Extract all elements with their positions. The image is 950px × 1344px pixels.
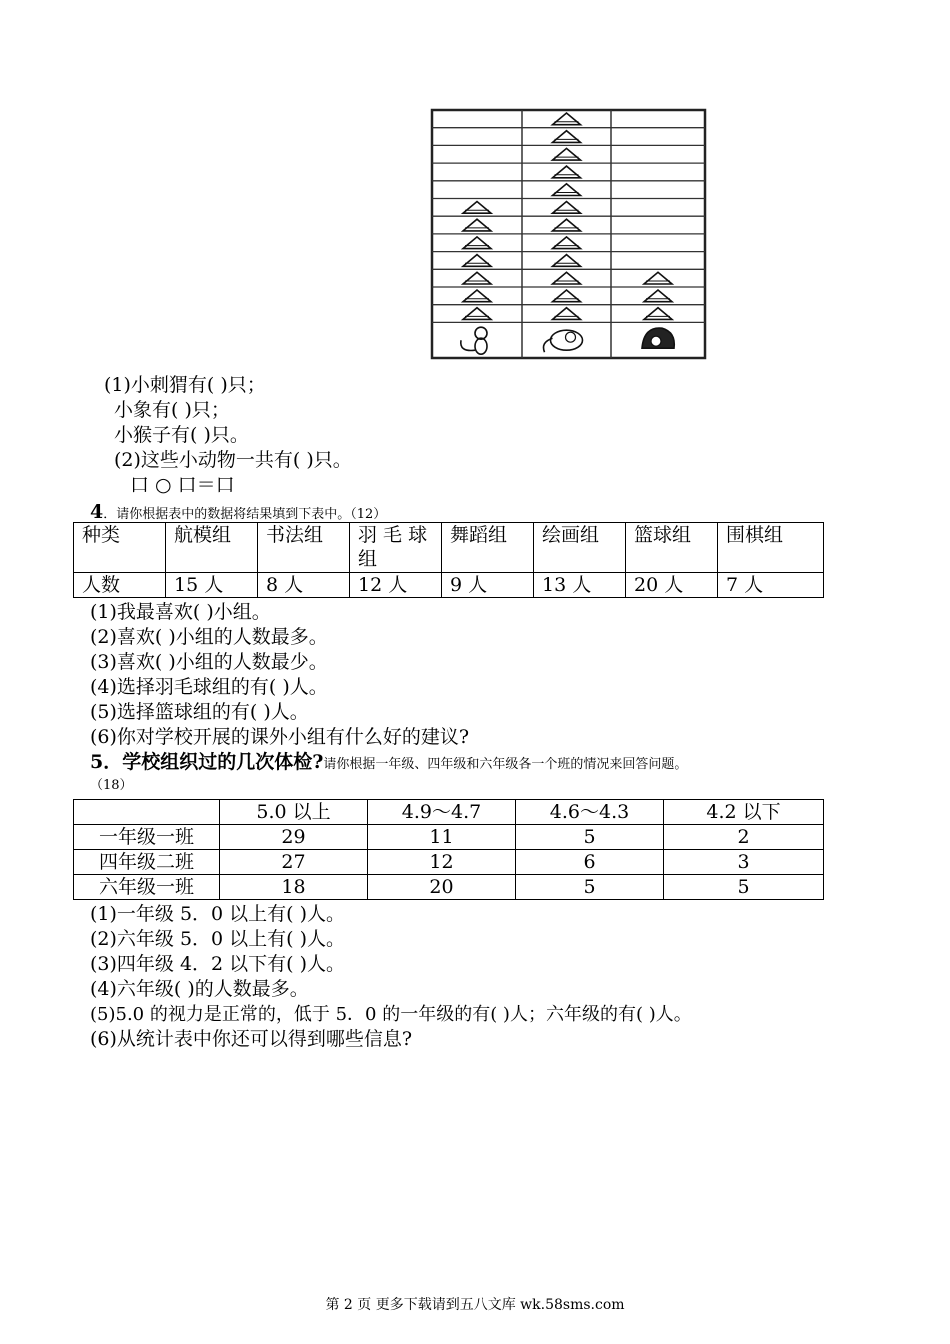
q3-equation: 口 ○ 口＝口 bbox=[130, 474, 235, 496]
q4-question-5: (5)选择篮球组的有( )人。 bbox=[90, 701, 309, 723]
value-cell: 13 人 bbox=[534, 573, 626, 598]
q4-question-4: (4)选择羽毛球组的有( )人。 bbox=[90, 676, 328, 698]
value-cell: 12 bbox=[368, 850, 516, 875]
value-cell: 11 bbox=[368, 825, 516, 850]
category-cell: 舞蹈组 bbox=[442, 523, 534, 573]
triangle-mark bbox=[553, 148, 581, 160]
q5-question-2: (2)六年级 5．0 以上有( )人。 bbox=[90, 928, 346, 950]
value-cell: 20 bbox=[368, 875, 516, 900]
triangle-mark bbox=[553, 131, 581, 143]
q4-question-1: (1)我最喜欢( )小组。 bbox=[90, 601, 271, 623]
value-cell: 18 bbox=[220, 875, 368, 900]
header-cell: 4.2 以下 bbox=[664, 800, 824, 825]
triangle-mark bbox=[463, 219, 491, 231]
table-header-label: 种类 bbox=[74, 523, 166, 573]
header-cell: 5.0 以上 bbox=[220, 800, 368, 825]
header-cell bbox=[74, 800, 220, 825]
triangle-mark bbox=[553, 290, 581, 302]
monkey-tail-icon bbox=[461, 340, 475, 350]
interest-group-table bbox=[73, 522, 824, 598]
triangle-mark bbox=[463, 290, 491, 302]
table-row bbox=[74, 825, 824, 850]
triangle-mark bbox=[463, 272, 491, 284]
q5-question-3: (3)四年级 4．2 以下有( )人。 bbox=[90, 953, 346, 975]
triangle-mark bbox=[644, 308, 672, 320]
category-cell: 书法组 bbox=[258, 523, 350, 573]
value-cell: 7 人 bbox=[718, 573, 824, 598]
triangle-mark bbox=[463, 308, 491, 320]
q5-text: 请你根据一年级、四年级和六年级各一个班的情况来回答问题。 bbox=[323, 757, 688, 772]
q3-line-3: 小猴子有( )只。 bbox=[114, 424, 249, 446]
q3-line-1: (1)小刺猬有( )只； bbox=[104, 374, 266, 396]
q5-question-5: (5)5.0 的视力是正常的，低于 5．0 的一年级的有( )人；六年级的有( )人。 bbox=[90, 1004, 692, 1025]
table-row-label: 人数 bbox=[74, 573, 166, 598]
header-cell: 4.9～4.7 bbox=[368, 800, 516, 825]
class-cell: 一年级一班 bbox=[74, 825, 220, 850]
value-cell: 15 人 bbox=[166, 573, 258, 598]
triangle-mark bbox=[553, 272, 581, 284]
triangle-mark bbox=[553, 166, 581, 178]
q4-number: 4 bbox=[90, 501, 104, 523]
triangle-mark bbox=[463, 202, 491, 214]
q5-question-1: (1)一年级 5．0 以上有( )人。 bbox=[90, 903, 346, 925]
category-cell: 航模组 bbox=[166, 523, 258, 573]
triangle-mark bbox=[553, 184, 581, 196]
value-cell: 20 人 bbox=[626, 573, 718, 598]
triangle-mark bbox=[553, 308, 581, 320]
animal-pictograph bbox=[430, 108, 707, 360]
q4-question-3: (3)喜欢( )小组的人数最少。 bbox=[90, 651, 328, 673]
value-cell: 27 bbox=[220, 850, 368, 875]
triangle-mark bbox=[553, 202, 581, 214]
category-cell: 羽 毛 球组 bbox=[350, 523, 442, 573]
value-cell: 29 bbox=[220, 825, 368, 850]
category-cell: 围棋组 bbox=[718, 523, 824, 573]
triangle-mark bbox=[553, 237, 581, 249]
header-cell: 4.6～4.3 bbox=[516, 800, 664, 825]
triangle-mark bbox=[463, 255, 491, 267]
q5-score: （18） bbox=[90, 778, 133, 793]
category-cell: 篮球组 bbox=[626, 523, 718, 573]
q4-question-2: (2)喜欢( )小组的人数最多。 bbox=[90, 626, 328, 648]
value-cell: 2 bbox=[664, 825, 824, 850]
q4-text: ．请你根据表中的数据将结果填到下表中。（12） bbox=[103, 507, 387, 522]
table-row bbox=[74, 875, 824, 900]
q5-heading bbox=[90, 752, 687, 775]
value-cell: 5 bbox=[664, 875, 824, 900]
triangle-mark bbox=[644, 272, 672, 284]
monkey-body-icon bbox=[475, 338, 487, 354]
triangle-mark bbox=[553, 219, 581, 231]
triangle-mark bbox=[553, 113, 581, 125]
triangle-mark bbox=[463, 237, 491, 249]
hedgehog-face-icon bbox=[651, 336, 661, 346]
elephant-ear-icon bbox=[566, 332, 576, 342]
value-cell: 5 bbox=[516, 875, 664, 900]
q4-question-6: (6)你对学校开展的课外小组有什么好的建议? bbox=[90, 726, 470, 748]
vision-check-table bbox=[73, 799, 824, 900]
value-cell: 3 bbox=[664, 850, 824, 875]
page-footer: 第 2 页 更多下载请到五八文库 wk.58sms.com bbox=[325, 1297, 625, 1313]
value-cell: 8 人 bbox=[258, 573, 350, 598]
value-cell: 12 人 bbox=[350, 573, 442, 598]
q5-question-6: (6)从统计表中你还可以得到哪些信息? bbox=[90, 1028, 413, 1050]
q3-line-2: 小象有( )只； bbox=[114, 399, 230, 421]
category-cell: 绘画组 bbox=[534, 523, 626, 573]
value-cell: 5 bbox=[516, 825, 664, 850]
value-cell: 6 bbox=[516, 850, 664, 875]
class-cell: 四年级二班 bbox=[74, 850, 220, 875]
triangle-mark bbox=[553, 255, 581, 267]
q5-title: 5．学校组织过的几次体检? bbox=[90, 751, 324, 773]
triangle-mark bbox=[644, 290, 672, 302]
value-cell: 9 人 bbox=[442, 573, 534, 598]
class-cell: 六年级一班 bbox=[74, 875, 220, 900]
q3-line-4: (2)这些小动物一共有( )只。 bbox=[114, 449, 352, 471]
q5-question-4: (4)六年级( )的人数最多。 bbox=[90, 978, 309, 1000]
table-row bbox=[74, 850, 824, 875]
